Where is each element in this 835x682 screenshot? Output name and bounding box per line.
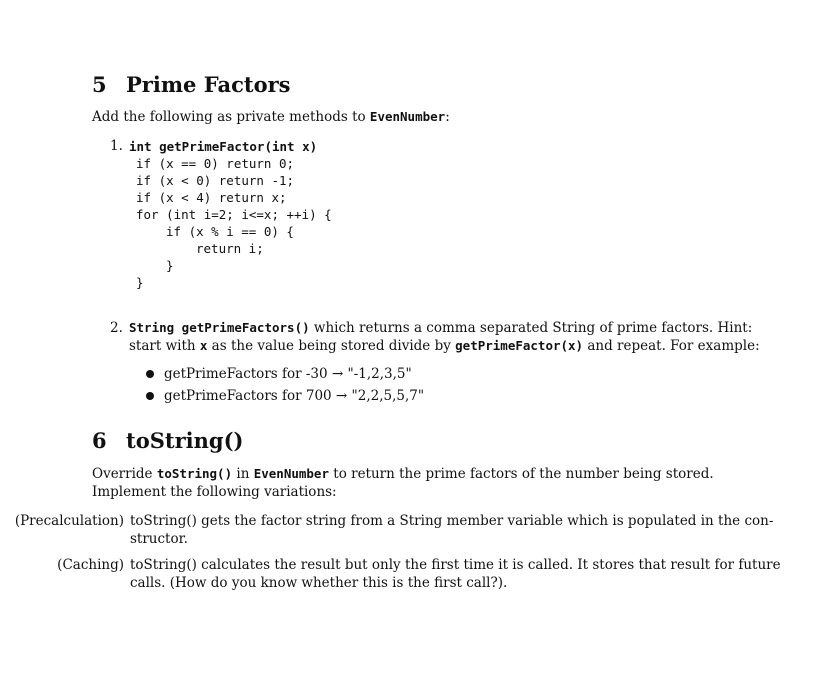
code-line: for (int i=2; i<=x; ++i) { [136,207,332,222]
section-5-title: Prime Factors [126,72,291,97]
section-5-heading [92,72,290,97]
code-line: if (x == 0) return 0; [136,156,295,171]
code-line: } [166,258,174,273]
item-2-marker: 2. [110,320,123,336]
item-2-text-2a: start with [129,338,200,354]
bullet-text: getPrimeFactors for -30 → "-1,2,3,5" [164,366,412,382]
code-line: if (x % i == 0) { [166,224,294,239]
code-line: if (x < 0) return -1; [136,173,295,188]
bullet-icon [146,392,154,400]
item-2-text-1: which returns a comma separated String of prime factors. Hint: [309,320,753,336]
code-line: if (x < 4) return x; [136,190,287,205]
section-6-line-1 [92,466,714,482]
section-6-heading [92,428,243,453]
section-5-intro [92,109,450,125]
s6-method: toString() [156,466,233,481]
code-line: int getPrimeFactor(int x) [129,139,318,154]
s6-text-c: to return the prime factors of the number being stored. [328,466,714,482]
item-2-text-2b: as the value being stored divide by [207,338,456,354]
bullet-text: getPrimeFactors for 700 → "2,2,5,5,7" [164,388,425,404]
section-5-number: 5 [92,72,107,97]
item-1-marker: 1. [110,138,123,154]
bullet-item [146,366,412,382]
variation-label-caching: (Caching) [57,557,124,573]
variation-text: calls. (How do you know whether this is the first call?). [130,575,508,591]
code-line: } [136,275,144,290]
variation-text: toString() gets the factor string from a String member variable which is populated in the con- [130,513,774,529]
intro-suffix: : [445,109,450,125]
s6-text-a: Override [92,466,157,482]
section-6-title: toString() [126,428,244,453]
variation-label-precalculation: (Precalculation) [14,513,124,529]
variation-text: toString() calculates the result but only the first time it is called. It stores that result for future [130,557,781,573]
item-2-var-x: x [199,338,208,353]
intro-class-name: EvenNumber [369,109,446,124]
code-line: return i; [196,241,264,256]
s6-class-name: EvenNumber [253,466,329,481]
section-6-number: 6 [92,428,107,453]
bullet-icon [146,370,154,378]
item-2-method: String getPrimeFactors() [129,320,310,335]
bullet-item [146,388,424,404]
s6-text-b: in [232,466,254,482]
item-2-method-ref: getPrimeFactor(x) [455,338,584,353]
item-2-line-2 [129,338,760,354]
item-2-text-2c: and repeat. For example: [583,338,760,354]
intro-prefix: Add the following as private methods to [92,109,370,125]
section-6-line-2: Implement the following variations: [92,484,337,500]
variation-text: structor. [130,531,188,547]
item-2-line-1 [129,320,752,336]
